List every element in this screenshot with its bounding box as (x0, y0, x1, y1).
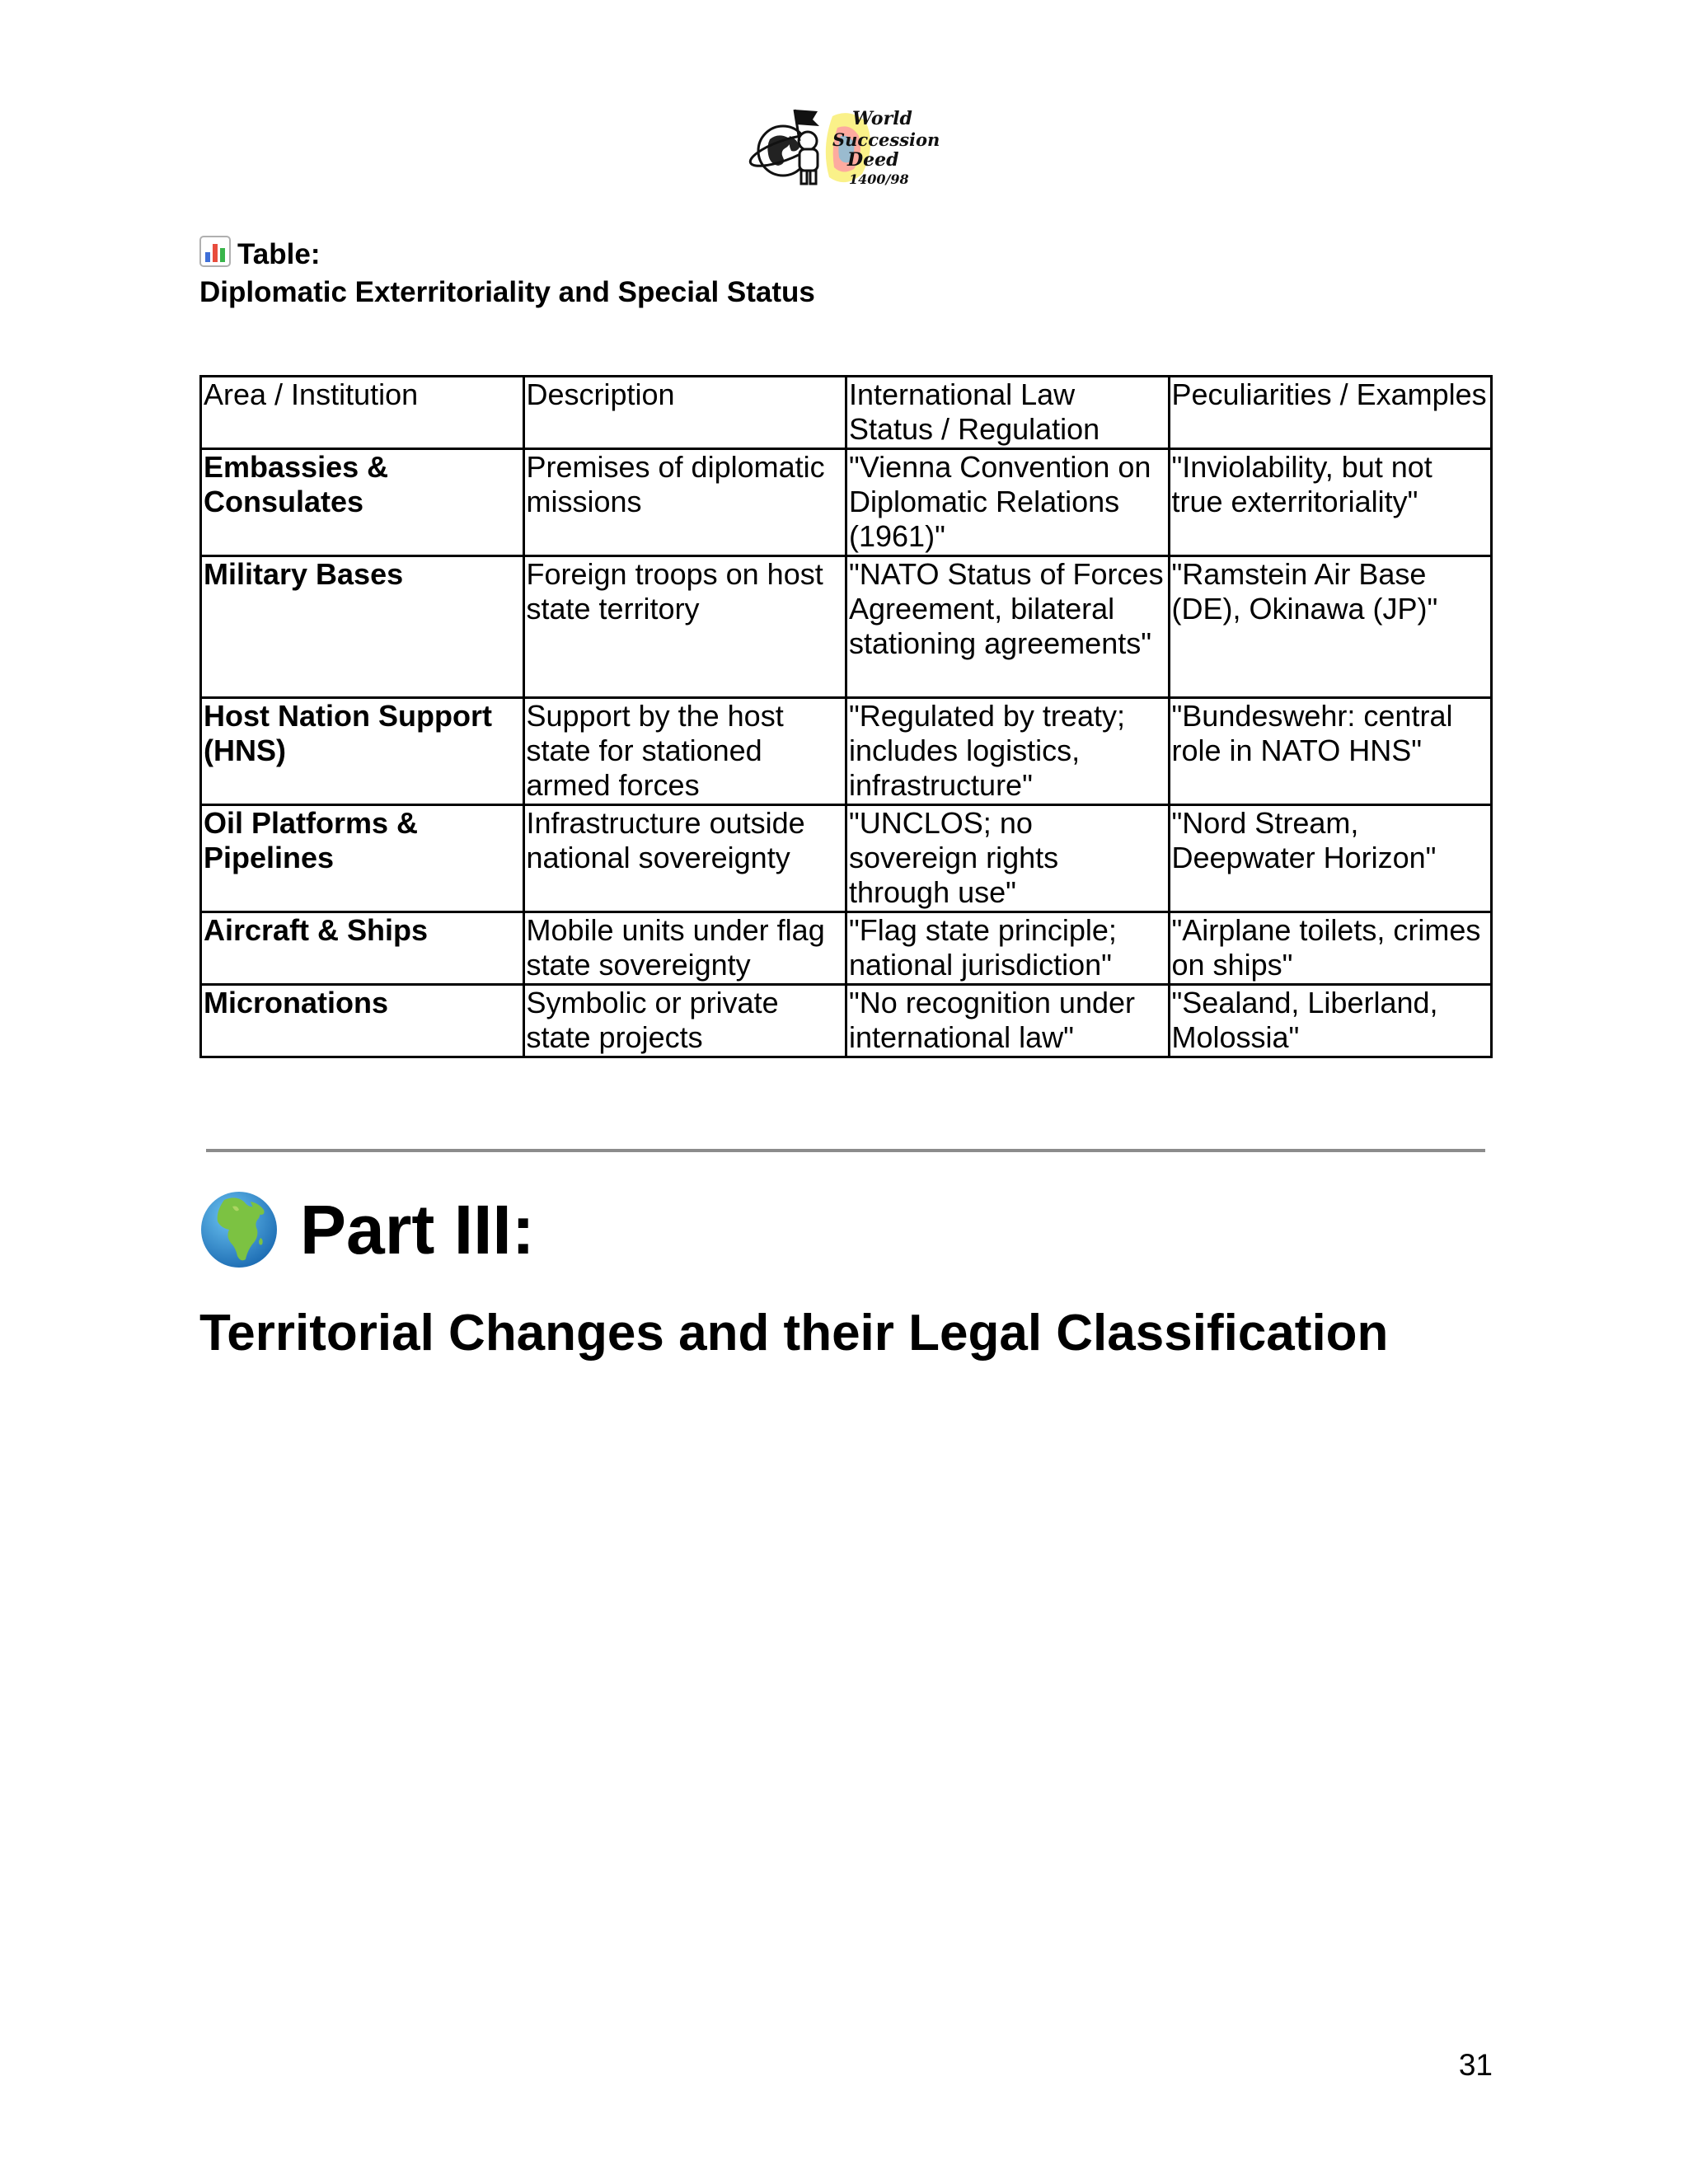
table-cell-area: Host Nation Support (HNS) (201, 698, 524, 805)
table-header-cell: Description (523, 377, 846, 449)
table-cell-area: Oil Platforms & Pipelines (201, 805, 524, 912)
table-cell-area: Micronations (201, 985, 524, 1057)
table-header-cell: International Law Status / Regulation (846, 377, 1170, 449)
table-cell-status: "NATO Status of Forces Agreement, bilateral stationing agreements" (846, 556, 1170, 698)
table-cell-examples: "Nord Stream, Deepwater Horizon" (1169, 805, 1492, 912)
table-cell-status: "Vienna Convention on Diplomatic Relations (1961)" (846, 449, 1170, 556)
table-cell-description: Infrastructure outside national sovereignty (523, 805, 846, 912)
exterritoriality-table (199, 375, 1493, 1058)
table-header-cell: Peculiarities / Examples (1169, 377, 1492, 449)
table-cell-description: Foreign troops on host state territory (523, 556, 846, 698)
table-cell-status: "Flag state principle; national jurisdiction" (846, 912, 1170, 985)
table-cell-area: Military Bases (201, 556, 524, 698)
table-caption-label: Table: (237, 238, 321, 270)
table-cell-examples: "Inviolability, but not true exterritoriality" (1169, 449, 1492, 556)
table-cell-area: Aircraft & Ships (201, 912, 524, 985)
table-cell-examples: "Bundeswehr: central role in NATO HNS" (1169, 698, 1492, 805)
svg-text:Succession: Succession (832, 129, 940, 150)
table-cell-examples: "Sealand, Liberland, Molossia" (1169, 985, 1492, 1057)
page-number: 31 (1458, 2048, 1493, 2082)
table-row (201, 698, 1492, 805)
table-header-row (201, 377, 1492, 449)
table-title: Diplomatic Exterritoriality and Special Status (199, 276, 815, 308)
table-cell-area: Embassies & Consulates (201, 449, 524, 556)
table-row (201, 912, 1492, 985)
table-row (201, 985, 1492, 1057)
svg-text:World: World (852, 108, 912, 129)
table-cell-status: "UNCLOS; no sovereign rights through use" (846, 805, 1170, 912)
table-row (201, 556, 1492, 698)
table-caption (199, 236, 815, 310)
part-heading (199, 1188, 535, 1271)
table-row (201, 805, 1492, 912)
world-succession-deed-logo (747, 103, 941, 195)
table-cell-status: "No recognition under international law" (846, 985, 1170, 1057)
table-cell-examples: "Ramstein Air Base (DE), Okinawa (JP)" (1169, 556, 1492, 698)
table-row (201, 449, 1492, 556)
globe-africa-icon (199, 1190, 279, 1269)
part-title: Part III: (300, 1191, 535, 1268)
table-cell-description: Symbolic or private state projects (523, 985, 846, 1057)
table-cell-examples: "Airplane toilets, crimes on ships" (1169, 912, 1492, 985)
table-header-cell: Area / Institution (201, 377, 524, 449)
section-divider (206, 1149, 1485, 1152)
table-cell-description: Support by the host state for stationed armed forces (523, 698, 846, 805)
svg-text:Deed: Deed (847, 149, 899, 171)
table-cell-description: Mobile units under flag state sovereignty (523, 912, 846, 985)
table-cell-description: Premises of diplomatic missions (523, 449, 846, 556)
svg-text:1400/98: 1400/98 (849, 171, 909, 187)
bar-chart-icon (199, 236, 231, 275)
table-cell-status: "Regulated by treaty; includes logistics, infrastructure" (846, 698, 1170, 805)
part-subtitle: Territorial Changes and their Legal Classification (199, 1305, 1389, 1361)
table-caption-label-line (199, 236, 815, 275)
